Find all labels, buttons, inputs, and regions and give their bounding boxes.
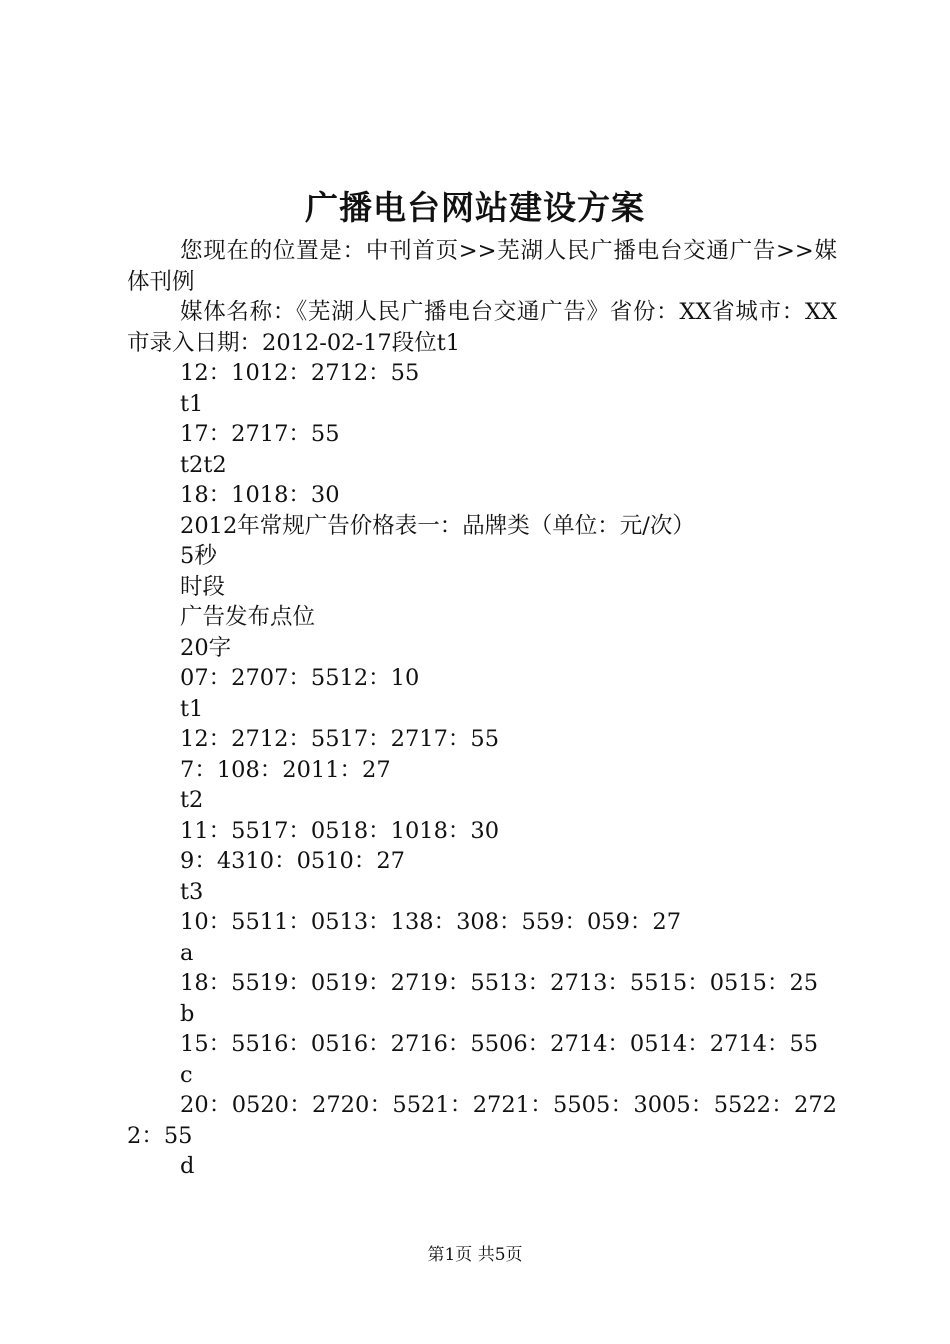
paragraph: 9：4310：0510：27 <box>180 848 405 874</box>
paragraph: 7：108：2011：27 <box>180 756 391 783</box>
paragraph: 20字 <box>180 634 232 661</box>
paragraph: 12：2712：5517：2717：55 <box>180 726 500 752</box>
paragraph: t3 <box>180 878 204 905</box>
paragraph: 15：5516：0516：2716：5506：2714：0514：2714：55 <box>180 1031 819 1057</box>
paragraph: t1 <box>180 695 204 722</box>
paragraph: 时段 <box>180 573 226 600</box>
paragraph: t2 <box>180 787 204 813</box>
paragraph: 广告发布点位 <box>180 604 316 630</box>
paragraph: t1 <box>180 390 204 417</box>
document-title: 广播电台网站建设方案 <box>305 188 645 227</box>
paragraph-location: 您现在的位置是：中刊首页>>芜湖人民广播电台交通广告>>媒体刊例 <box>127 238 837 295</box>
paragraph: b <box>180 1000 195 1027</box>
page-footer: 第1页 共5页 <box>427 1245 523 1265</box>
paragraph-media-info: 媒体名称：《芜湖人民广播电台交通广告》省份：XX省城市：XX市录入日期：2012-02-17段位t1 <box>127 299 837 356</box>
paragraph: 18：5519：0519：2719：5513：2713：5515：0515：25 <box>180 970 819 996</box>
paragraph: 10：5511：0513：138：308：559：059：27 <box>180 909 682 935</box>
document-body <box>127 236 837 1182</box>
paragraph: 18：1018：30 <box>180 482 340 508</box>
paragraph-price-table-heading: 2012年常规广告价格表一：品牌类（单位：元/次） <box>180 512 695 539</box>
paragraph: c <box>180 1061 193 1088</box>
paragraph: 12：1012：2712：55 <box>180 360 420 386</box>
paragraph: t2t2 <box>180 451 227 478</box>
paragraph: 5秒 <box>180 543 217 569</box>
paragraph: a <box>180 939 194 966</box>
paragraph: 17：2717：55 <box>180 421 340 447</box>
paragraph: d <box>180 1153 195 1179</box>
paragraph: 11：5517：0518：1018：30 <box>180 817 500 844</box>
paragraph: 07：2707：5512：10 <box>180 665 420 691</box>
paragraph: 20：0520：2720：5521：2721：5505：3005：5522：2722：55 <box>127 1092 837 1149</box>
